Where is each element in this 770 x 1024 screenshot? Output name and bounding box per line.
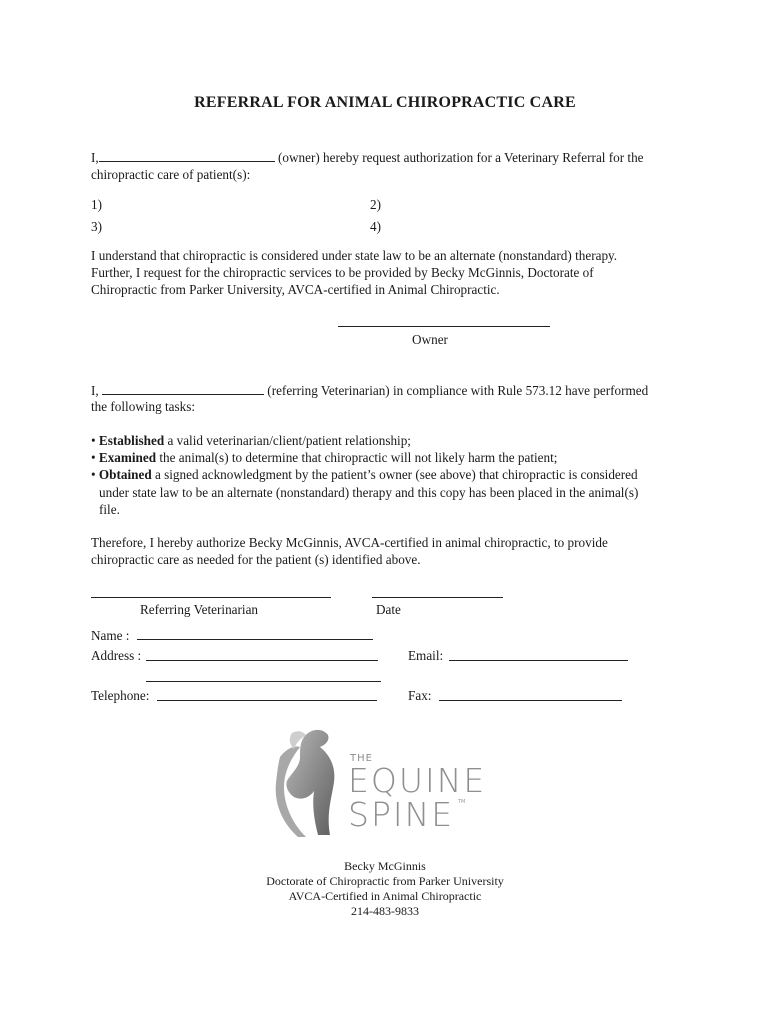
owner-signature-line[interactable] — [338, 326, 550, 327]
task-bullet-established — [91, 432, 411, 450]
footer-credential: Doctorate of Chiropractic from Parker University — [266, 874, 504, 888]
address-input-line-2[interactable] — [146, 681, 381, 682]
patient-1-label: 1) — [91, 197, 102, 212]
vet-statement-suffix: (referring Veterinarian) in compliance with Rule 573.12 have performed — [267, 383, 649, 398]
horse-head-icon — [270, 727, 350, 842]
task-text: the animal(s) to determine that chiropractic will not likely harm the patient; — [156, 450, 558, 465]
footer-phone: 214-483-9833 — [351, 904, 419, 918]
owner-signature-label: Owner — [412, 332, 448, 347]
vet-statement-line-2: the following tasks: — [91, 399, 196, 414]
understanding-line-3: Chiropractic from Parker University, AVCA-certified in Animal Chiropractic. — [91, 282, 500, 297]
footer-certification: AVCA-Certified in Animal Chiropractic — [288, 889, 482, 903]
document-title: REFERRAL FOR ANIMAL CHIROPRACTIC CARE — [194, 94, 576, 111]
logo-trademark: TM — [458, 799, 466, 805]
owner-name-field[interactable] — [99, 148, 275, 162]
patient-2-label: 2) — [370, 197, 381, 212]
fax-input-line[interactable] — [439, 700, 622, 701]
fax-label: Fax: — [408, 688, 432, 703]
bullet-dot: • — [91, 450, 96, 465]
logo-the: THE — [350, 753, 373, 764]
name-label: Name : — [91, 628, 130, 643]
owner-statement-line-2: chiropractic care of patient(s): — [91, 167, 251, 182]
email-label: Email: — [408, 648, 444, 663]
vet-name-field[interactable] — [102, 381, 264, 395]
vet-prefix: I, — [91, 383, 99, 398]
owner-prefix: I, — [91, 150, 99, 165]
vet-signature-line[interactable] — [91, 597, 331, 598]
task-bullet-obtained-cont-1: under state law to be an alternate (nonstandard) therapy and this copy has been placed in the animal(s) — [99, 485, 639, 500]
task-bold: Examined — [98, 450, 157, 465]
bullet-dot: • — [91, 467, 96, 482]
owner-statement-line-1 — [91, 148, 644, 167]
date-label: Date — [376, 602, 401, 617]
name-input-line[interactable] — [137, 639, 373, 640]
address-input-line[interactable] — [146, 660, 378, 661]
task-bullet-obtained-cont-2: file. — [99, 502, 120, 517]
bullet-dot: • — [91, 433, 96, 448]
task-bullet-obtained — [91, 466, 638, 484]
telephone-input-line[interactable] — [157, 700, 377, 701]
telephone-label: Telephone: — [91, 688, 150, 703]
understanding-line-1: I understand that chiropractic is considered under state law to be an alternate (nonstandard) therapy. — [91, 248, 618, 263]
logo-spine: SPINE — [348, 795, 455, 834]
authorization-line-1: Therefore, I hereby authorize Becky McGinnis, AVCA-certified in animal chiropractic, to provide — [91, 535, 608, 550]
address-label: Address : — [91, 648, 142, 663]
task-bullet-examined — [91, 449, 557, 467]
patient-4-label: 4) — [370, 219, 381, 234]
referring-vet-label: Referring Veterinarian — [140, 602, 259, 617]
task-bold: Obtained — [98, 467, 152, 482]
owner-statement-suffix: (owner) hereby request authorization for a Veterinary Referral for the — [278, 150, 644, 165]
task-text: a signed acknowledgment by the patient’s owner (see above) that chiropractic is considered — [151, 467, 638, 482]
logo-equine: EQUINE — [348, 761, 487, 800]
task-text: a valid veterinarian/client/patient relationship; — [164, 433, 411, 448]
understanding-line-2: Further, I request for the chiropractic services to be provided by Becky McGinnis, Doctorate of — [91, 265, 594, 280]
equine-spine-logo — [270, 727, 487, 842]
email-input-line[interactable] — [449, 660, 628, 661]
footer-name: Becky McGinnis — [344, 859, 426, 873]
authorization-line-2: chiropractic care as needed for the patient (s) identified above. — [91, 552, 421, 567]
patient-3-label: 3) — [91, 219, 102, 234]
task-bold: Established — [98, 433, 165, 448]
date-line[interactable] — [372, 597, 503, 598]
